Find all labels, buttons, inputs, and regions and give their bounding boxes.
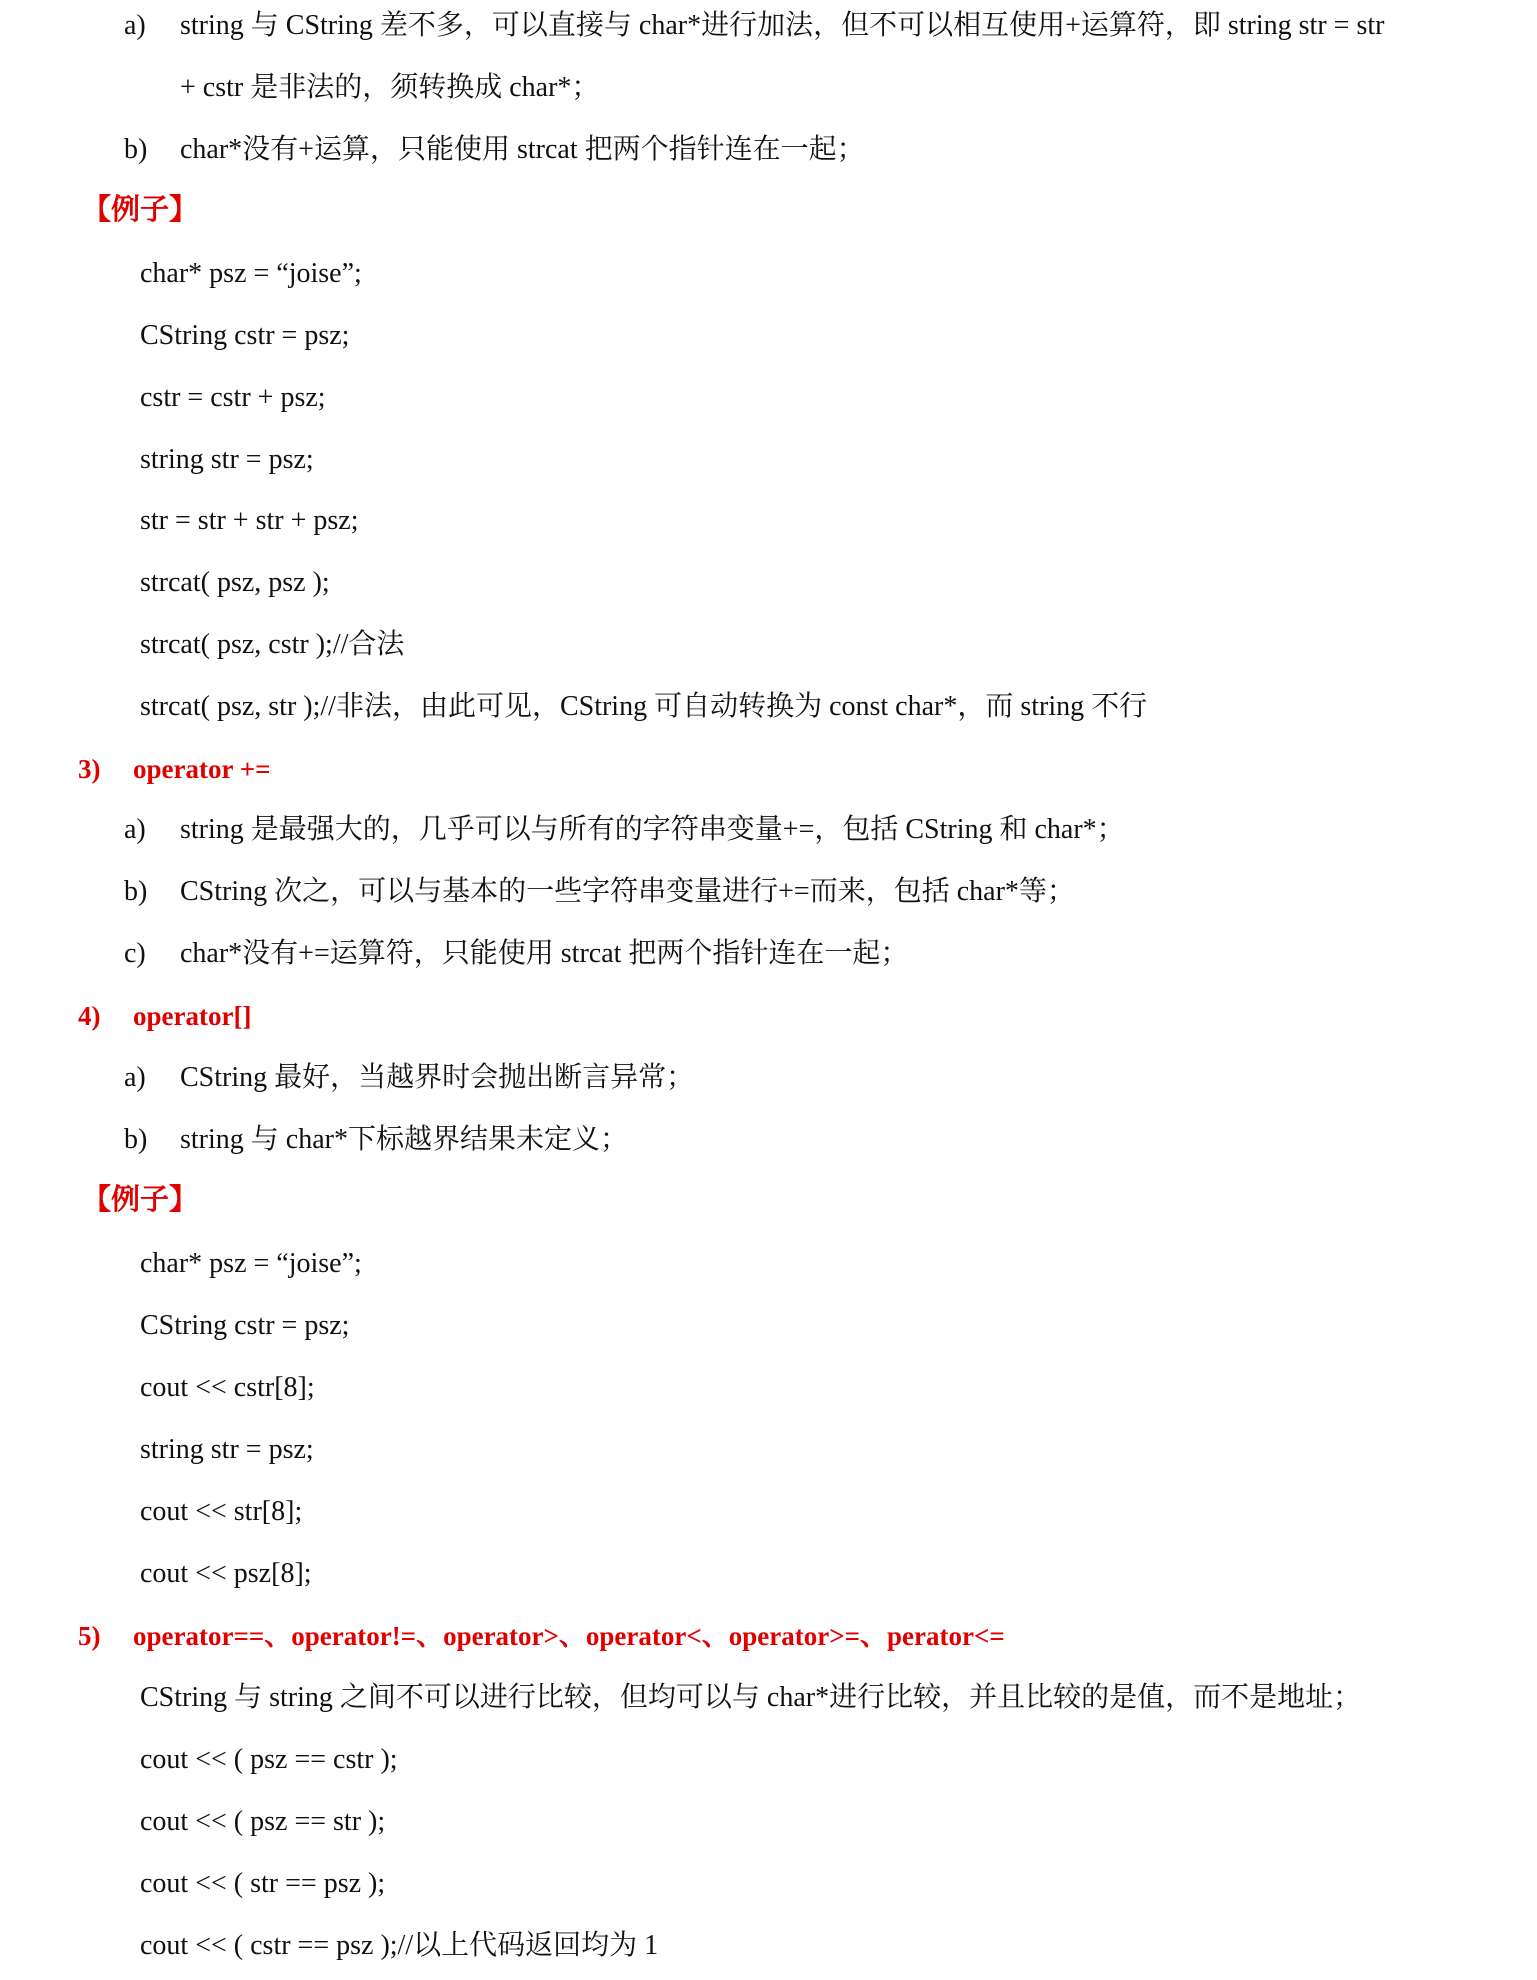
list-marker: b) [124,1124,148,1155]
section-number: 3) [78,754,101,784]
section-number: 5) [78,1621,101,1651]
list-marker: a) [124,1062,146,1093]
code-line: cout << ( cstr == psz );//以上代码返回均为 1 [140,1930,659,1961]
example-label: 【例子】 [82,1184,199,1216]
code-line: CString cstr = psz; [140,1310,350,1341]
code-line: cstr = cstr + psz; [140,382,326,413]
code-line: char* psz = “joise”; [140,1248,362,1279]
code-line: strcat( psz, psz ); [140,567,330,598]
list-item-text: CString 最好，当越界时会抛出断言异常； [180,1062,695,1093]
code-line: CString cstr = psz; [140,320,350,351]
list-marker: b) [124,134,148,165]
code-line: cout << str[8]; [140,1496,303,1527]
list-marker: a) [124,814,146,845]
code-line: strcat( psz, cstr );//合法 [140,629,405,660]
list-marker: a) [124,10,146,41]
list-marker: b) [124,876,148,907]
section-description: CString 与 string 之间不可以进行比较，但均可以与 char*进行比较，并且比较的是值，而不是地址； [140,1682,1362,1713]
section-number: 4) [78,1001,101,1031]
list-item-2a-continuation [180,68,599,108]
code-line: char* psz = “joise”; [140,258,362,289]
code-line: strcat( psz, str );//非法，由此可见，CString 可自动转换为 const char*，而 string 不行 [140,691,1148,722]
code-line: cout << ( psz == cstr ); [140,1744,398,1775]
list-item-text: char*没有+运算，只能使用 strcat 把两个指针连在一起； [180,134,865,165]
code-line: cout << cstr[8]; [140,1372,315,1403]
list-item-text: char*没有+=运算符，只能使用 strcat 把两个指针连在一起； [180,938,909,969]
list-item-text: string 与 CString 差不多，可以直接与 char*进行加法，但不可以相互使用+运算符，即 string str = str [180,10,1385,41]
list-item-text: + cstr 是非法的，须转换成 char*； [180,72,600,103]
code-line: string str = psz; [140,1434,314,1465]
example-label: 【例子】 [82,194,199,226]
section-title: operator==、operator!=、operator>、operator<、operator>=、perator<= [133,1621,1005,1651]
code-line: cout << ( psz == str ); [140,1806,386,1837]
section-title: operator[] [133,1001,252,1031]
list-item-text: CString 次之，可以与基本的一些字符串变量进行+=而来，包括 char*等； [180,876,1075,907]
code-line: cout << psz[8]; [140,1558,312,1589]
code-line: string str = psz; [140,444,314,475]
section-title: operator += [133,754,271,784]
code-line: cout << ( str == psz ); [140,1868,386,1899]
list-item-text: string 与 char*下标越界结果未定义； [180,1124,628,1155]
list-marker: c) [124,938,146,969]
list-item-text: string 是最强大的，几乎可以与所有的字符串变量+=，包括 CString 和 char*； [180,814,1125,845]
code-line: str = str + str + psz; [140,505,359,536]
